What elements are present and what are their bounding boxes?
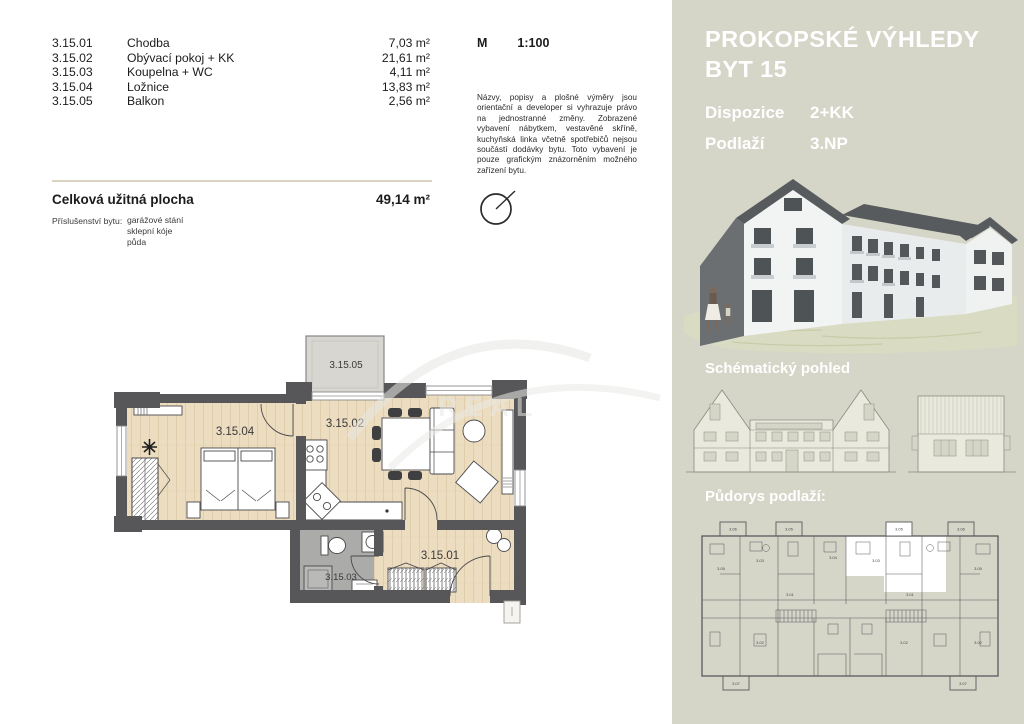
room-label-balcony: 3.15.05 bbox=[329, 360, 363, 371]
sidebar bbox=[672, 0, 1024, 724]
room-area: 21,61 m² bbox=[381, 50, 430, 65]
room-name: Balkon bbox=[127, 94, 165, 109]
scale-label: M bbox=[477, 36, 488, 50]
disclaimer-text: Názvy, popisy a plošné výměry jsou orientační a developer si vyhrazuje právo na jednostranné změny. Zobrazené vybavení nábytkem, vestavěné skříně, kuchyňská linka včetně spotřebičů nejsou součástí dodávky bytu. Toto vybavení je pouze grafickým znázorněním možného zařízení bytu. bbox=[477, 93, 637, 175]
accessories-list bbox=[127, 215, 183, 248]
room-name: Chodba bbox=[127, 36, 170, 50]
tab-label: 3.06 bbox=[957, 526, 965, 532]
room-list bbox=[52, 36, 430, 109]
unit-name: BYT 15 bbox=[705, 56, 788, 82]
north-arrow-icon bbox=[478, 189, 520, 231]
room-area: 2,56 m² bbox=[388, 94, 430, 109]
podlazi-label: Podlaží bbox=[705, 134, 765, 153]
room-area: 4,11 m² bbox=[389, 65, 430, 80]
table-row bbox=[52, 94, 430, 109]
unit-label: 3.02 bbox=[900, 640, 908, 645]
building-render bbox=[672, 166, 1024, 358]
tab-label: 3.07 bbox=[959, 681, 967, 686]
unit-label: 3.03 bbox=[872, 558, 880, 563]
room-code: 3.15.01 bbox=[52, 36, 93, 50]
room-label-living: 3.15.02 bbox=[325, 418, 365, 430]
total-area-row bbox=[52, 192, 430, 207]
unit-label: 3.02 bbox=[974, 640, 982, 645]
table-row bbox=[52, 51, 430, 66]
floor-overview-plan bbox=[690, 514, 1010, 714]
schematic-elevations bbox=[686, 382, 1016, 482]
podlazi-row bbox=[705, 134, 965, 154]
room-code: 3.15.02 bbox=[52, 50, 93, 65]
doorway-floor bbox=[296, 404, 306, 436]
room-code: 3.15.04 bbox=[52, 79, 93, 94]
room-code: 3.15.05 bbox=[52, 94, 93, 109]
room-area: 7,03 m² bbox=[388, 36, 430, 50]
room-area: 13,83 m² bbox=[381, 79, 430, 94]
room-name: Ložnice bbox=[127, 79, 170, 94]
overview-heading: Půdorys podlaží: bbox=[705, 488, 826, 505]
tab-label: 3.06 bbox=[729, 526, 737, 532]
unit-label: 3.01 bbox=[906, 592, 914, 597]
accessory-item: garážové stání bbox=[127, 215, 184, 225]
scale-note bbox=[477, 36, 549, 50]
unit-label: 3.02 bbox=[756, 640, 764, 645]
accessory-item: sklepní kóje bbox=[127, 226, 173, 236]
room-label-hall: 3.15.01 bbox=[420, 550, 460, 562]
table-row bbox=[52, 36, 430, 51]
unit-label: 3.01 bbox=[786, 592, 794, 597]
unit-label: 3.04 bbox=[829, 555, 837, 560]
room-name: Obývací pokoj + KK bbox=[127, 50, 235, 65]
schematic-heading: Schématický pohled bbox=[705, 360, 851, 377]
watermark-text: REAL bbox=[438, 392, 540, 422]
project-name: PROKOPSKÉ VÝHLEDY bbox=[705, 26, 980, 52]
dispozice-value: 2+KK bbox=[810, 103, 854, 122]
tab-label: 3.07 bbox=[732, 681, 740, 686]
table-row bbox=[52, 80, 430, 95]
dispozice-row bbox=[705, 103, 965, 123]
divider-line bbox=[52, 180, 432, 182]
tab-label: 3.05 bbox=[785, 526, 793, 532]
tab-label: 3.05 bbox=[895, 526, 903, 532]
highlighted-unit bbox=[846, 536, 946, 592]
scale-value: 1:100 bbox=[517, 36, 550, 50]
room-code: 3.15.03 bbox=[52, 65, 93, 80]
room-label-bedroom: 3.15.04 bbox=[215, 426, 255, 438]
unit-label: 3.05 bbox=[717, 566, 725, 571]
total-area-value: 49,14 m² bbox=[375, 192, 430, 207]
dispozice-label: Dispozice bbox=[705, 103, 785, 122]
room-label-bath: 3.15.03 bbox=[325, 572, 357, 583]
table-row bbox=[52, 65, 430, 80]
apartment-floor-plan bbox=[100, 330, 545, 630]
room-name: Koupelna + WC bbox=[127, 65, 213, 80]
podlazi-value: 3.NP bbox=[810, 134, 848, 153]
accessories-label: Příslušenství bytu: bbox=[52, 216, 123, 226]
accessory-item: půda bbox=[127, 237, 147, 247]
unit-label: 3.05 bbox=[974, 566, 982, 571]
unit-label: 3.03 bbox=[756, 558, 764, 563]
total-area-label: Celková užitná plocha bbox=[52, 192, 194, 207]
project-title bbox=[705, 24, 980, 84]
doorway-floor bbox=[405, 520, 437, 530]
